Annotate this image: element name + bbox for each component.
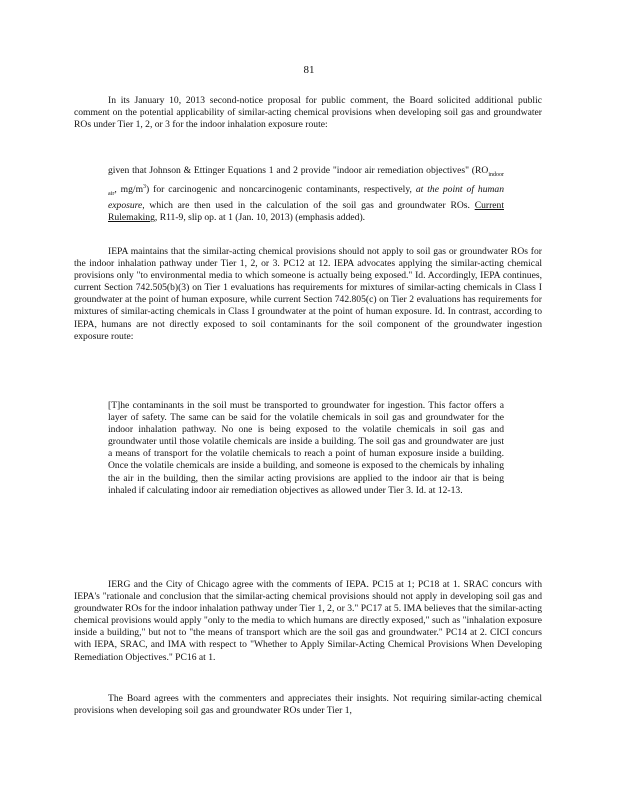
quote1-text-d: , which are then used in the calculation of the soil gas and groundwater ROs. <box>142 200 470 212</box>
paragraph-3: IERG and the City of Chicago agree with the comments of IEPA. PC15 at 1; PC18 at 1. SRAC concurs with IEPA's "rationale and conclusion that the similar-acting chemical provisions should not apply in developing soil gas and groundwater ROs for the indoor inhalation pathway under Tier 1, 2, or 3." PC17 at 5. IMA believes that the similar-acting chemical provisions would apply "only to the media to which humans are directly exposed," such as "inhalation exposure inside a building," but not to "the means of transport which are the soil gas and groundwater." PC14 at 2. CICI concurs with IEPA, SRAC, and IMA with respect to "Whether to Apply Similar-Acting Chemical Provisions When Developing Remediation Objectives." PC16 at 1. <box>74 579 542 663</box>
quote1-citation-rest: , R11-9, slip op. at 1 (Jan. 10, 2013) (emphasis added). <box>154 212 366 224</box>
block-quote-1 <box>108 165 504 224</box>
paragraph-4: The Board agrees with the commenters and appreciates their insights. Not requiring similar-acting chemical provisions when developing soil gas and groundwater ROs under Tier 1, <box>74 693 542 717</box>
quote1-subscript: indoor air <box>108 171 504 198</box>
paragraph-2: IEPA maintains that the similar-acting chemical provisions should not apply to soil gas or groundwater ROs for the indoor inhalation pathway under Tier 1, 2, or 3. PC12 at 12. IEPA advocates applying the similar-acting chemical provisions only "to environmental media to which someone is actually being exposed." Id. Accordingly, IEPA continues, current Section 742.505(b)(3) on Tier 1 evaluations has requirements for mixtures of similar-acting chemicals in Class I groundwater at the point of human exposure, while current Section 742.805(c) on Tier 2 evaluations has requirements for mixtures of similar-acting chemicals in Class I groundwater at the point of human exposure. Id. In contrast, according to IEPA, humans are not directly exposed to soil contaminants for the soil component of the groundwater ingestion exposure route: <box>74 246 542 342</box>
quote1-citation-title: Current Rulemaking <box>108 200 504 224</box>
quote1-text-b: , mg/m <box>114 184 144 196</box>
quote1-text-a: given that Johnson & Ettinger Equations 1 and 2 provide "indoor air remediation objectives" (RO <box>108 165 489 176</box>
page-number: 81 <box>303 64 315 76</box>
quote1-emphasis: at the point of human exposure <box>108 184 505 212</box>
quote1-superscript: 3 <box>143 184 147 190</box>
block-quote-2: [T]he contaminants in the soil must be transported to groundwater for ingestion. This factor offers a layer of safety. The same can be said for the volatile chemicals in soil gas and groundwater for the indoor inhalation pathway. No one is being exposed to the volatile chemicals in soil gas and groundwater until those volatile chemicals are inside a building. The soil gas and groundwater are just a means of transport for the volatile chemicals to reach a point of human exposure inside a building. Once the volatile chemicals are inside a building, and someone is exposed to the chemicals by inhaling the air in the building, then the similar acting provisions are applied to the indoor air that is being inhaled if calculating indoor air remediation objectives as allowed under Tier 3. Id. at 12-13. <box>108 400 504 496</box>
quote1-text-c: ) for carcinogenic and noncarcinogenic contaminants, respectively, <box>146 184 412 196</box>
paragraph-1: In its January 10, 2013 second-notice proposal for public comment, the Board solicited additional public comment on the potential applicability of similar-acting chemical provisions when developing soil gas and groundwater ROs under Tier 1, 2, or 3 for the indoor inhalation exposure route: <box>74 95 542 131</box>
